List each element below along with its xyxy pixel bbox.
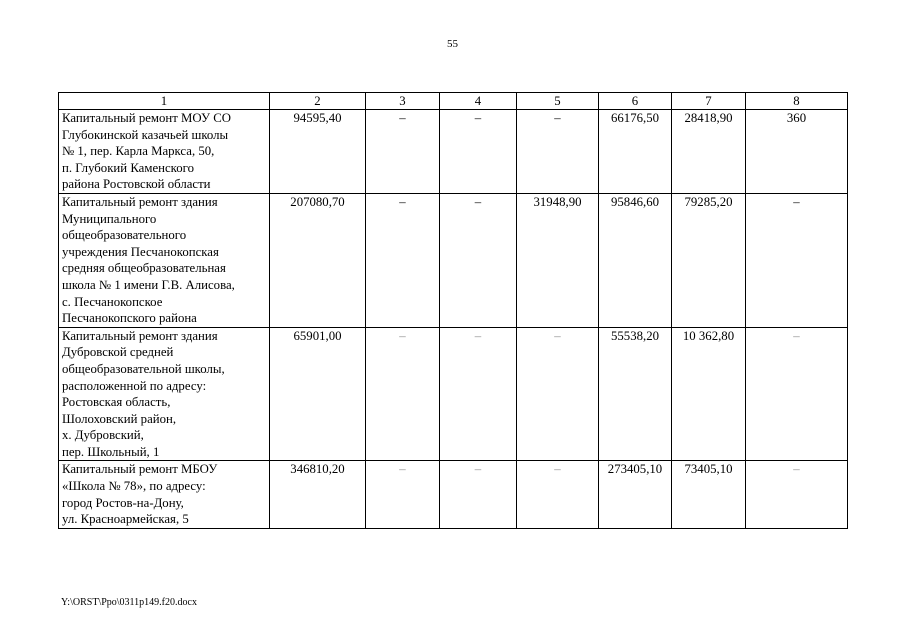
value-cell-col3: – [366,193,440,327]
column-header-1: 1 [59,93,270,110]
value-cell-col3: – [366,461,440,528]
table-row [59,110,848,194]
object-name-line: Ростовская область, [62,395,171,410]
object-name-line: Шолоховский район, [62,411,177,426]
object-name-line: ул. Красноармейская, 5 [62,512,189,527]
object-name-line: общеобразовательной школы, [62,361,225,376]
value-cell-col8: – [746,327,848,461]
capital-repair-table [58,92,848,529]
object-name-line: Капитальный ремонт здания [62,328,218,343]
value-cell-col4: – [440,193,517,327]
value-cell-col3: – [366,327,440,461]
value-cell-col2: 207080,70 [270,193,366,327]
value-cell-col2: 346810,20 [270,461,366,528]
object-name-line: школа № 1 имени Г.В. Алисова, [62,277,235,292]
object-name-line: х. Дубровский, [62,428,144,443]
value-cell-col6: 273405,10 [599,461,672,528]
value-cell-col7: 73405,10 [672,461,746,528]
object-name-line: учреждения Песчанокопская [62,244,219,259]
object-name-line: Глубокинской казачьей школы [62,127,229,142]
object-name-cell [59,193,270,327]
object-name-line: общеобразовательного [62,228,187,243]
value-cell-col7: 79285,20 [672,193,746,327]
value-cell-col2: 65901,00 [270,327,366,461]
value-cell-col8: – [746,193,848,327]
value-cell-col3: – [366,110,440,194]
value-cell-col2: 94595,40 [270,110,366,194]
object-name-line: п. Глубокий Каменского [62,160,194,175]
value-cell-col5: – [517,461,599,528]
column-header-8: 8 [746,93,848,110]
object-name-line: расположенной по адресу: [62,378,207,393]
object-name-line: Муниципального [62,211,157,226]
object-name-cell [59,327,270,461]
object-name-line: с. Песчанокопское [62,294,163,309]
column-header-7: 7 [672,93,746,110]
value-cell-col5: – [517,327,599,461]
column-header-3: 3 [366,93,440,110]
value-cell-col6: 95846,60 [599,193,672,327]
value-cell-col5: – [517,110,599,194]
value-cell-col5: 31948,90 [517,193,599,327]
column-header-2: 2 [270,93,366,110]
object-name-cell [59,110,270,194]
object-name-line: Капитальный ремонт МОУ СО [62,111,231,125]
column-header-4: 4 [440,93,517,110]
table-row [59,327,848,461]
column-header-6: 6 [599,93,672,110]
value-cell-col8: – [746,461,848,528]
object-name-line: пер. Школьный, 1 [62,444,160,459]
object-name-line: «Школа № 78», по адресу: [62,479,206,494]
object-name-line: город Ростов-на-Дону, [62,495,184,510]
value-cell-col4: – [440,461,517,528]
table-row [59,193,848,327]
object-name-line: района Ростовской области [62,177,211,192]
column-header-5: 5 [517,93,599,110]
value-cell-col7: 10 362,80 [672,327,746,461]
value-cell-col8: 360 [746,110,848,194]
object-name-line: № 1, пер. Карла Маркса, 50, [62,144,215,159]
footer-file-path: Y:\ORST\Ppo\0311p149.f20.docx [61,597,197,608]
page-number: 55 [447,38,458,50]
object-name-line: Капитальный ремонт здания [62,194,218,209]
object-name-line: Капитальный ремонт МБОУ [62,462,218,477]
value-cell-col7: 28418,90 [672,110,746,194]
value-cell-col4: – [440,110,517,194]
value-cell-col6: 55538,20 [599,327,672,461]
value-cell-col6: 66176,50 [599,110,672,194]
object-name-cell [59,461,270,528]
header-row [59,93,848,110]
value-cell-col4: – [440,327,517,461]
table-row [59,461,848,528]
object-name-line: Песчанокопского района [62,311,197,326]
object-name-line: Дубровской средней [62,345,174,360]
object-name-line: средняя общеобразовательная [62,261,226,276]
